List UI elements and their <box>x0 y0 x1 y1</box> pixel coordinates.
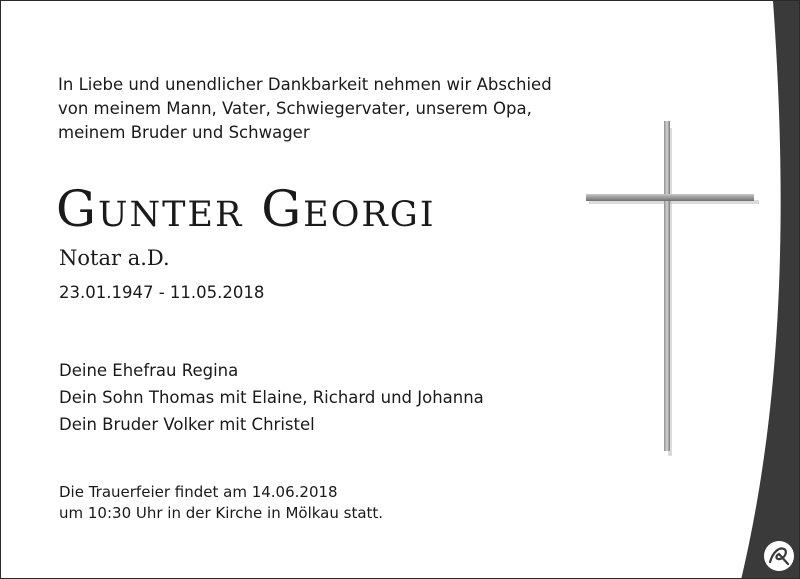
ceremony-line: um 10:30 Uhr in der Kirche in Mölkau statt. <box>59 504 384 522</box>
ceremony-info <box>59 482 383 524</box>
intro-line: von meinem Mann, Vater, Schwiegervater, unserem Opa, <box>58 99 532 118</box>
ceremony-line: Die Trauerfeier findet am 14.06.2018 <box>59 483 338 501</box>
cross-icon <box>581 116 761 461</box>
intro-line: In Liebe und unendlicher Dankbarkeit nehmen wir Abschied <box>58 75 552 94</box>
family-list <box>59 357 484 438</box>
deceased-title: Notar a.D. <box>59 246 170 270</box>
family-line: Deine Ehefrau Regina <box>59 361 239 380</box>
intro-line: meinem Bruder und Schwager <box>58 123 310 142</box>
family-line: Dein Bruder Volker mit Christel <box>59 415 315 434</box>
publisher-logo-icon <box>763 540 795 572</box>
family-line: Dein Sohn Thomas mit Elaine, Richard und Johanna <box>59 388 484 407</box>
deceased-name: Gunter Georgi <box>56 180 436 238</box>
life-dates: 23.01.1947 - 11.05.2018 <box>59 283 265 302</box>
intro-text <box>58 73 578 145</box>
